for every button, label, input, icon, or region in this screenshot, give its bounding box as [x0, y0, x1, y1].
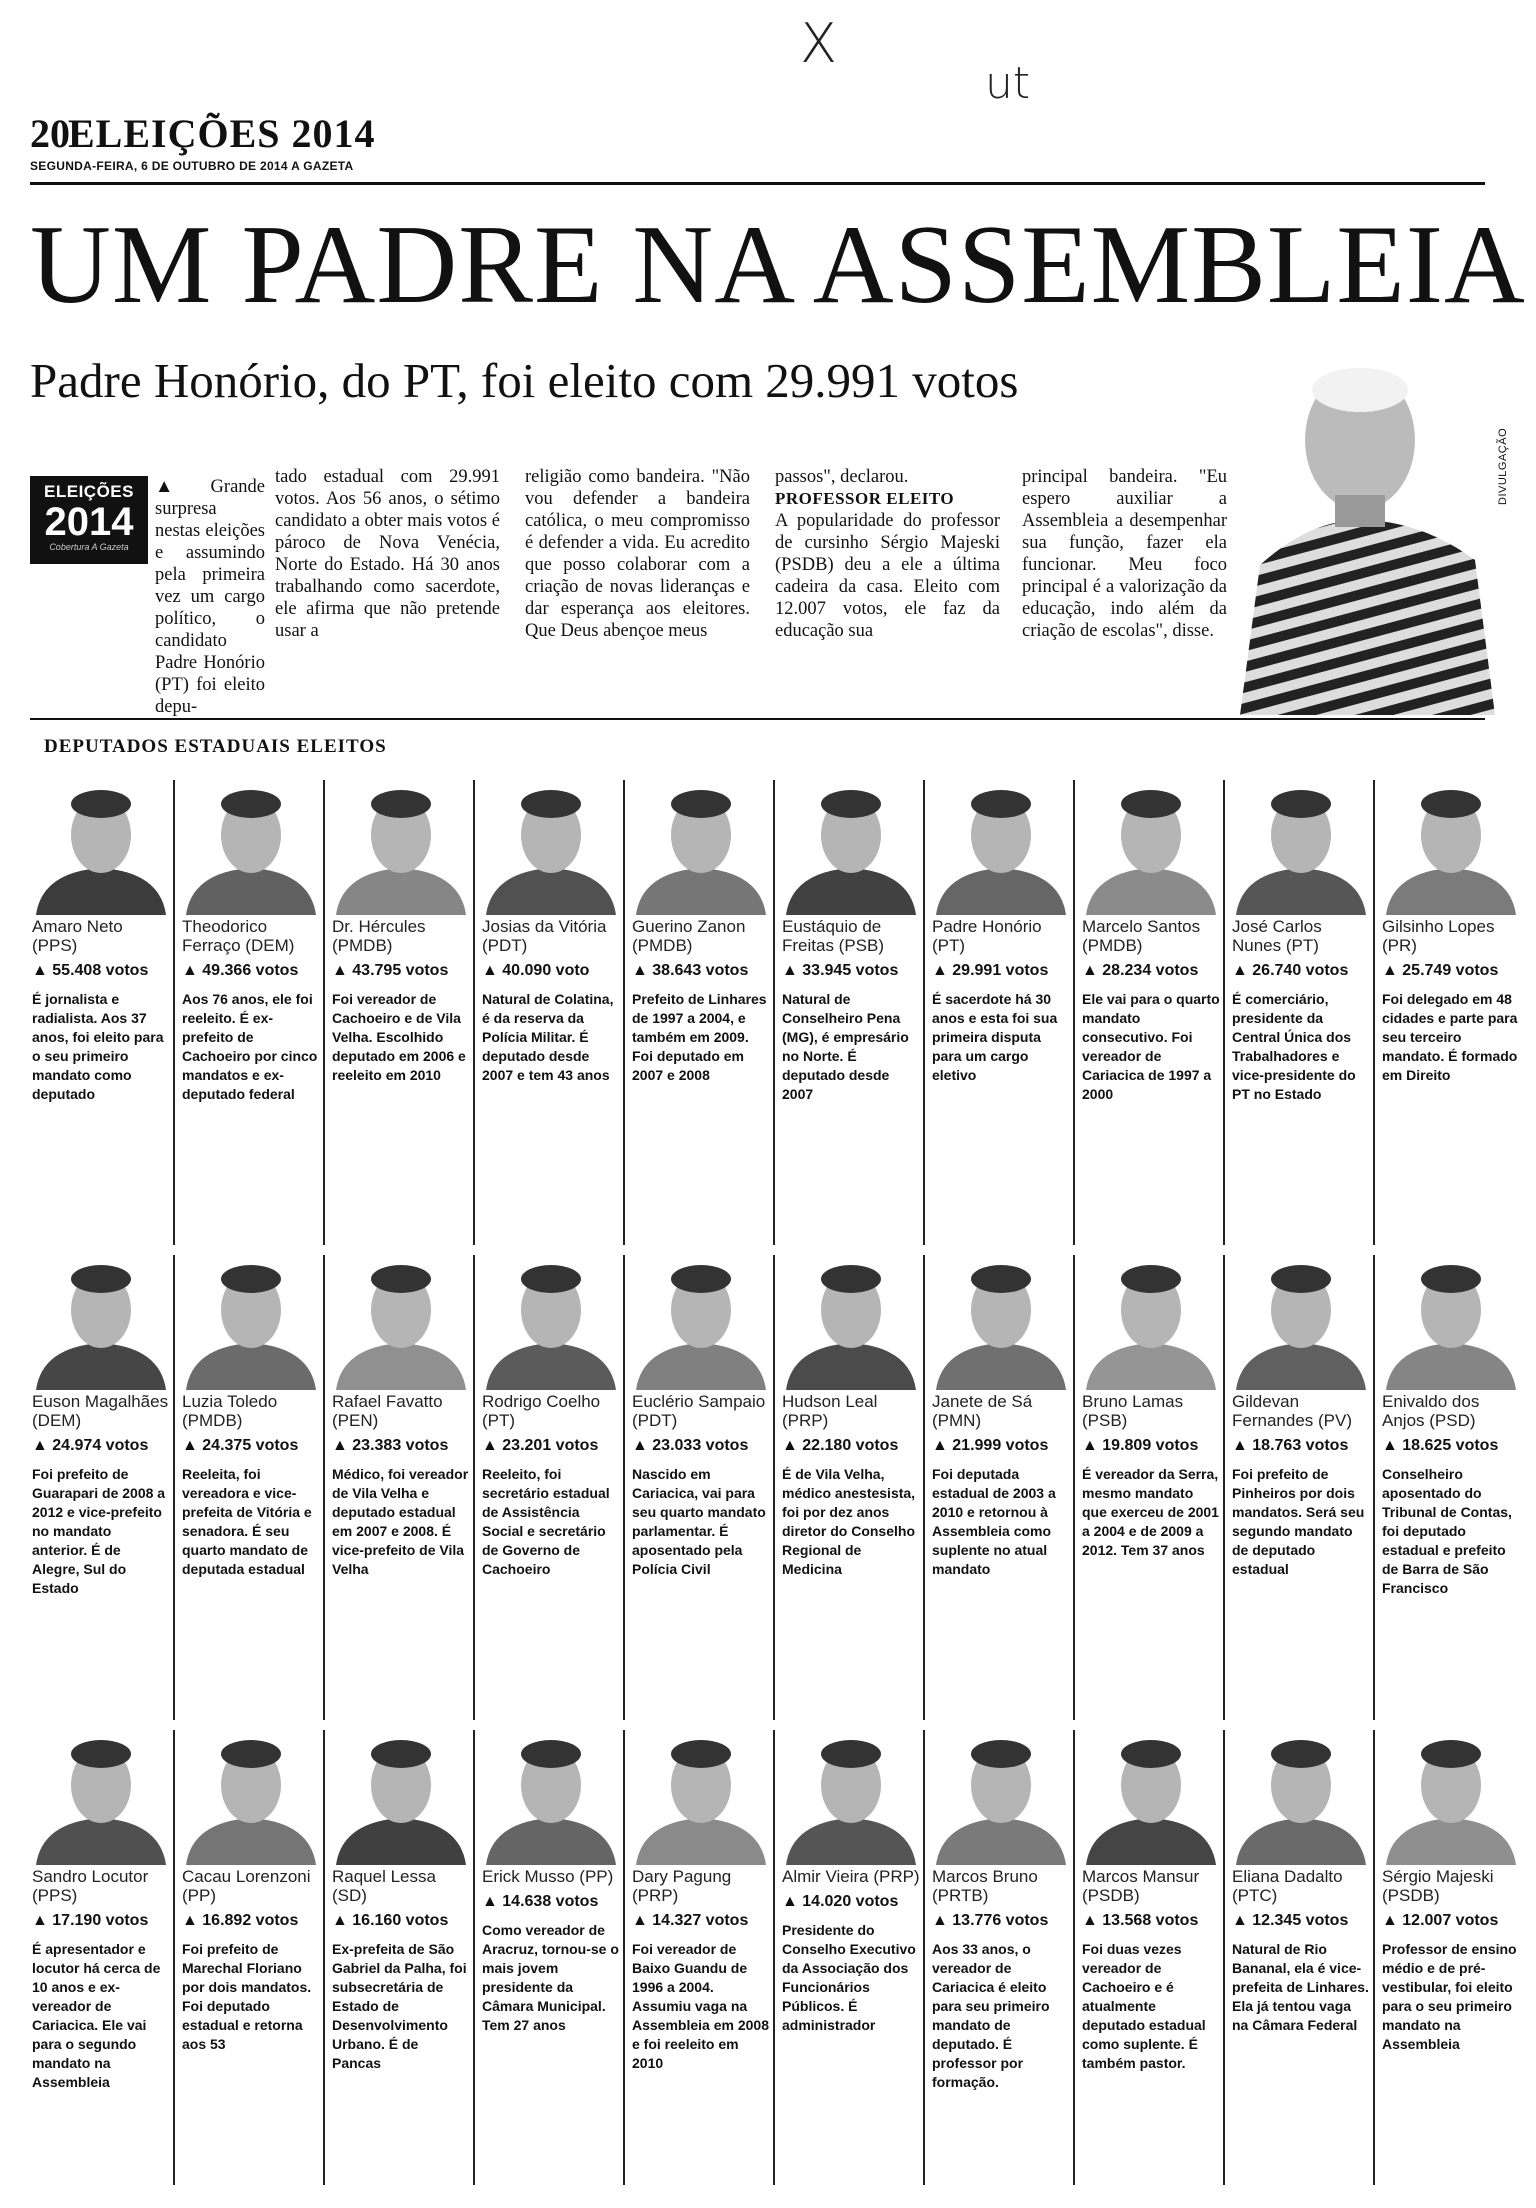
deputy-votes: ▲ 23.383 votos: [332, 1437, 449, 1454]
deputy-bio: Natural de Colatina, é da reserva da Polícia Militar. É deputado desde 2007 e tem 43 anos: [482, 991, 614, 1083]
column-divider: [173, 780, 175, 1245]
deputy-votes: ▲ 16.160 votos: [332, 1912, 449, 1929]
deputy-bio: Reeleito, foi secretário estadual de Assistência Social e secretário de Governo de Cachoeiro: [482, 1466, 610, 1577]
deputy-portrait: [482, 1730, 620, 1865]
deputy-votes: ▲ 55.408 votos: [32, 962, 149, 979]
deputy-name: Guerino Zanon (PMDB): [632, 917, 746, 955]
deputy-portrait: [782, 1730, 920, 1865]
deputy-name: Marcos Mansur (PSDB): [1082, 1867, 1200, 1905]
deputy-portrait: [782, 1255, 920, 1390]
deputy-card: [632, 1730, 770, 2073]
deputy-card: [782, 1255, 920, 1579]
logo-tag: Cobertura A Gazeta: [49, 542, 129, 552]
column-divider: [1373, 780, 1375, 1245]
deputy-name: Rodrigo Coelho (PT): [482, 1392, 601, 1430]
deputy-portrait: [32, 780, 170, 915]
deputy-portrait: [332, 780, 470, 915]
column-divider: [473, 1255, 475, 1720]
deputy-votes: ▲ 23.033 votos: [632, 1437, 749, 1454]
column-divider: [923, 1255, 925, 1720]
deputy-card: [1382, 780, 1520, 1085]
deputy-name: Theodorico Ferraço (DEM): [182, 917, 295, 955]
deputy-portrait: [482, 780, 620, 915]
deputy-votes: ▲ 21.999 votos: [932, 1437, 1049, 1454]
deputy-bio: Como vereador de Aracruz, tornou-se o mais jovem presidente da Câmara Municipal. Tem 27 anos: [482, 1922, 619, 2033]
deputy-votes: ▲ 29.991 votos: [932, 962, 1049, 979]
elected-deputies-grid: [30, 780, 1518, 2200]
headline: UM PADRE NA ASSEMBLEIA: [30, 203, 1526, 327]
deputy-bio: É comerciário, presidente da Central Única dos Trabalhadores e vice-presidente do PT no Estado: [1232, 991, 1356, 1102]
deputy-name: Erick Musso (PP): [482, 1867, 614, 1886]
deputy-votes: ▲ 19.809 votos: [1082, 1437, 1199, 1454]
deputy-bio: É apresentador e locutor há cerca de 10 anos e ex-vereador de Cariacica. Ele vai para o segundo mandato na Assembleia: [32, 1941, 161, 2090]
deputy-bio: Aos 76 anos, ele foi reeleito. É ex-prefeito de Cachoeiro por cinco mandatos e ex-deputado federal: [182, 991, 318, 1102]
deputy-votes: ▲ 24.974 votos: [32, 1437, 149, 1454]
lead-article: [30, 466, 1250, 717]
deputy-portrait: [182, 1730, 320, 1865]
deputy-portrait: [632, 1730, 770, 1865]
deputy-bio: Foi duas vezes vereador de Cachoeiro e é atualmente deputado estadual como suplente. É também pastor.: [1082, 1941, 1206, 2071]
column-divider: [1073, 1255, 1075, 1720]
deputy-bio: É vereador da Serra, mesmo mandato que exerceu de 2001 a 2004 e de 2009 a 2012. Tem 37 anos: [1082, 1466, 1219, 1558]
deputy-votes: ▲ 22.180 votos: [782, 1437, 899, 1454]
deputy-votes: ▲ 14.327 votos: [632, 1912, 749, 1929]
column-divider: [923, 780, 925, 1245]
deputy-name: Hudson Leal (PRP): [782, 1392, 878, 1430]
column-divider: [623, 1730, 625, 2185]
deputy-bio: Foi prefeito de Marechal Floriano por dois mandatos. Foi deputado estadual e retorna aos 53: [182, 1941, 312, 2052]
deputy-card: [482, 1730, 620, 2035]
column-divider: [1073, 780, 1075, 1245]
column-divider: [623, 1255, 625, 1720]
lead-col-1: ▲ Grande surpresa nestas eleições e assumindo pela primeira vez um cargo político, o candidato Padre Honório (PT) foi eleito depu-: [155, 477, 265, 717]
deputy-votes: ▲ 13.776 votos: [932, 1912, 1049, 1929]
deputy-card: [932, 1255, 1070, 1579]
deputy-votes: ▲ 14.020 votos: [782, 1893, 899, 1910]
deputy-bio: Prefeito de Linhares de 1997 a 2004, e também em 2009. Foi deputado em 2007 e 2008: [632, 991, 767, 1083]
deputy-portrait: [32, 1730, 170, 1865]
deputy-bio: Ex-prefeita de São Gabriel da Palha, foi subsecretária de Estado de Desenvolvimento Urbano. É de Pancas: [332, 1941, 467, 2071]
deputy-name: Eustáquio de Freitas (PSB): [782, 917, 885, 955]
deputy-votes: ▲ 49.366 votos: [182, 962, 299, 979]
lead-col-4: [775, 466, 1000, 642]
section-rule: [30, 718, 1485, 720]
deputy-name: Amaro Neto (PPS): [32, 917, 123, 955]
section-label: DEPUTADOS ESTADUAIS ELEITOS: [44, 736, 387, 757]
deputy-votes: ▲ 33.945 votos: [782, 962, 899, 979]
deputy-name: Dr. Hércules (PMDB): [332, 917, 426, 955]
deputy-portrait: [632, 1255, 770, 1390]
deputy-portrait: [1382, 780, 1520, 915]
deputy-votes: ▲ 16.892 votos: [182, 1912, 299, 1929]
lead-col-3: religião como bandeira. "Não vou defender a bandeira católica, o meu compromisso é defender a vida. Eu acredito que posso colaborar com a criação de novas lideranças e dar esperança aos eleitores. Que Deus abençoe meus: [525, 467, 750, 641]
deputy-card: [782, 1730, 920, 2035]
deputy-portrait: [1382, 1730, 1520, 1865]
deputy-bio: Natural de Conselheiro Pena (MG), é empresário no Norte. É deputado desde 2007: [782, 991, 909, 1102]
column-divider: [173, 1255, 175, 1720]
deputy-card: [1232, 1255, 1370, 1579]
handwritten-x-mark: X: [800, 12, 837, 75]
deputy-bio: Foi deputada estadual de 2003 a 2010 e retornou à Assembleia como suplente no atual mandato: [932, 1466, 1056, 1577]
lead-col-4-text: passos", declarou.: [775, 467, 909, 487]
deputy-bio: Natural de Rio Bananal, ela é vice-prefeita de Linhares. Ela já tentou vaga na Câmara Federal: [1232, 1941, 1369, 2033]
deputy-votes: ▲ 23.201 votos: [482, 1437, 599, 1454]
deputy-portrait: [332, 1730, 470, 1865]
padre-honorio-photo: [1230, 355, 1500, 715]
deputy-bio: Reeleita, foi vereadora e vice-prefeita de Vitória e senadora. É seu quarto mandato de deputada estadual: [182, 1466, 312, 1577]
deputy-portrait: [1232, 1730, 1370, 1865]
section-title: ELEIÇÕES 2014: [68, 111, 376, 156]
deputy-name: Euson Magalhães (DEM): [32, 1392, 169, 1430]
deputy-card: [782, 780, 920, 1104]
lead-col-5: principal bandeira. "Eu espero auxiliar a Assembleia a desempenhar sua função, fazer ela funcionar. Meu foco principal é a valorização da educação, indo além da criação de escolas", disse.: [1022, 467, 1227, 641]
deputy-card: [632, 1255, 770, 1579]
deputy-votes: ▲ 18.763 votos: [1232, 1437, 1349, 1454]
deputy-votes: ▲ 38.643 votos: [632, 962, 749, 979]
deputy-card: [32, 780, 170, 1104]
deputy-votes: ▲ 17.190 votos: [32, 1912, 149, 1929]
deputy-votes: ▲ 12.345 votos: [1232, 1912, 1349, 1929]
deputy-name: Cacau Lorenzoni (PP): [182, 1867, 311, 1905]
deputy-votes: ▲ 13.568 votos: [1082, 1912, 1199, 1929]
deputy-card: [1382, 1255, 1520, 1598]
deputy-votes: ▲ 28.234 votos: [1082, 962, 1199, 979]
deputy-name: Luzia Toledo (PMDB): [182, 1392, 278, 1430]
deputy-card: [932, 1730, 1070, 2092]
deputy-card: [1382, 1730, 1520, 2054]
deputy-bio: É jornalista e radialista. Aos 37 anos, foi eleito para o seu primeiro mandato como deputado: [32, 991, 164, 1102]
column-divider: [923, 1730, 925, 2185]
photo-credit: DIVULGAÇÃO: [1497, 427, 1509, 505]
deputy-portrait: [482, 1255, 620, 1390]
deputy-bio: Nascido em Cariacica, vai para seu quarto mandato parlamentar. É aposentado pela Polícia Civil: [632, 1466, 766, 1577]
deputy-votes: ▲ 25.749 votos: [1382, 962, 1499, 979]
deputy-card: [482, 780, 620, 1085]
deputy-name: Sérgio Majeski (PSDB): [1382, 1867, 1494, 1905]
deputy-card: [182, 1255, 320, 1579]
elections-2014-logo: [30, 476, 148, 564]
column-divider: [323, 1730, 325, 2185]
deputy-bio: Ele vai para o quarto mandato consecutivo. Foi vereador de Cariacica de 1997 a 2000: [1082, 991, 1220, 1102]
handwritten-ut-mark: ut: [985, 58, 1031, 109]
deputy-votes: ▲ 43.795 votos: [332, 962, 449, 979]
deputy-card: [632, 780, 770, 1085]
deputy-portrait: [932, 1730, 1070, 1865]
deputy-bio: Professor de ensino médio e de pré-vestibular, foi eleito para o seu primeiro mandato na Assembleia: [1382, 1941, 1517, 2052]
deputy-votes: ▲ 18.625 votos: [1382, 1437, 1499, 1454]
header-rule: [30, 182, 1485, 185]
subheadline: Padre Honório, do PT, foi eleito com 29.991 votos: [30, 353, 1019, 408]
deputy-name: Padre Honório (PT): [932, 917, 1042, 955]
deputy-bio: É de Vila Velha, médico anestesista, foi por dez anos diretor do Conselho Regional de Medicina: [782, 1466, 916, 1577]
logo-year: 2014: [44, 500, 134, 544]
lead-col-2: tado estadual com 29.991 votos. Aos 56 anos, o sétimo candidato a obter mais votos é pároco de Nova Venécia, Norte do Estado. Há 30 anos trabalhando como sacerdote, ele afirma que não pretende usar a: [275, 467, 500, 641]
lead-subtitle: PROFESSOR ELEITO: [775, 489, 955, 508]
deputy-portrait: [782, 780, 920, 915]
column-divider: [773, 780, 775, 1245]
deputy-bio: Foi prefeito de Guarapari de 2008 a 2012 e vice-prefeito no mandato anterior. É de Alegre, Sul do Estado: [32, 1466, 166, 1596]
column-divider: [1373, 1255, 1375, 1720]
page-header: [30, 110, 1490, 173]
column-divider: [1223, 1730, 1225, 2185]
deputy-card: [332, 780, 470, 1085]
deputy-name: Bruno Lamas (PSB): [1082, 1392, 1184, 1430]
deputy-name: Almir Vieira (PRP): [782, 1867, 920, 1886]
deputy-card: [1232, 1730, 1370, 2035]
deputy-name: Enivaldo dos Anjos (PSD): [1382, 1392, 1480, 1430]
deputy-votes: ▲ 40.090 voto: [482, 962, 590, 979]
deputy-votes: ▲ 24.375 votos: [182, 1437, 299, 1454]
deputy-card: [32, 1255, 170, 1598]
deputy-card: [1232, 780, 1370, 1104]
deputy-card: [1082, 1730, 1220, 2073]
column-divider: [1223, 780, 1225, 1245]
deputy-portrait: [932, 1255, 1070, 1390]
column-divider: [1073, 1730, 1075, 2185]
deputy-portrait: [632, 780, 770, 915]
deputy-card: [182, 1730, 320, 2054]
deputy-name: Janete de Sá (PMN): [932, 1392, 1033, 1430]
column-divider: [473, 1730, 475, 2185]
deputy-portrait: [332, 1255, 470, 1390]
column-divider: [1223, 1255, 1225, 1720]
deputy-bio: Aos 33 anos, o vereador de Cariacica é eleito para seu primeiro mandato de deputado. É professor por formação.: [932, 1941, 1050, 2090]
deputy-name: Euclério Sampaio (PDT): [632, 1392, 766, 1430]
deputy-bio: Presidente do Conselho Executivo da Associação dos Funcionários Públicos. É administrador: [782, 1922, 916, 2033]
logo-top-text: ELEIÇÕES: [44, 482, 134, 501]
deputy-card: [932, 780, 1070, 1085]
deputy-portrait: [1082, 780, 1220, 915]
deputy-name: Gilsinho Lopes (PR): [1382, 917, 1495, 955]
deputy-portrait: [1232, 780, 1370, 915]
deputy-votes: ▲ 12.007 votos: [1382, 1912, 1499, 1929]
column-divider: [473, 780, 475, 1245]
deputy-portrait: [1082, 1255, 1220, 1390]
deputy-card: [182, 780, 320, 1104]
deputy-card: [482, 1255, 620, 1579]
column-divider: [623, 780, 625, 1245]
deputy-portrait: [1082, 1730, 1220, 1865]
column-divider: [323, 780, 325, 1245]
deputy-portrait: [932, 780, 1070, 915]
deputy-portrait: [182, 1255, 320, 1390]
deputy-card: [1082, 780, 1220, 1104]
deputy-bio: Foi prefeito de Pinheiros por dois mandatos. Será seu segundo mandato de deputado estadual: [1232, 1466, 1365, 1577]
deputy-card: [32, 1730, 170, 2092]
deputy-name: Josias da Vitória (PDT): [482, 917, 607, 955]
deputy-name: Rafael Favatto (PEN): [332, 1392, 443, 1430]
deputy-name: Sandro Locutor (PPS): [32, 1867, 149, 1905]
deputy-card: [332, 1730, 470, 2073]
deputy-name: José Carlos Nunes (PT): [1232, 917, 1322, 955]
deputy-portrait: [1382, 1255, 1520, 1390]
deputy-name: Gildevan Fernandes (PV): [1232, 1392, 1352, 1430]
deputy-votes: ▲ 14.638 votos: [482, 1893, 599, 1910]
page-number: 20: [30, 111, 70, 156]
deputy-votes: ▲ 26.740 votos: [1232, 962, 1349, 979]
column-divider: [323, 1255, 325, 1720]
deputy-name: Raquel Lessa (SD): [332, 1867, 436, 1905]
deputy-name: Dary Pagung (PRP): [632, 1867, 732, 1905]
deputy-portrait: [182, 780, 320, 915]
lead-col-4-rest: A popularidade do professor de cursinho Sérgio Majeski (PSDB) deu a ele a última cadeira da casa. Eleito com 12.007 votos, ele faz da educação sua: [775, 511, 1000, 641]
deputy-portrait: [1232, 1255, 1370, 1390]
deputy-name: Eliana Dadalto (PTC): [1232, 1867, 1343, 1905]
deputy-bio: Foi delegado em 48 cidades e parte para seu terceiro mandato. É formado em Direito: [1382, 991, 1518, 1083]
column-divider: [1373, 1730, 1375, 2185]
deputy-name: Marcelo Santos (PMDB): [1082, 917, 1201, 955]
deputy-bio: É sacerdote há 30 anos e esta foi sua primeira disputa para um cargo eletivo: [932, 991, 1058, 1083]
column-divider: [173, 1730, 175, 2185]
column-divider: [773, 1730, 775, 2185]
deputy-bio: Conselheiro aposentado do Tribunal de Contas, foi deputado estadual e prefeito de Barra de São Francisco: [1382, 1466, 1512, 1596]
column-divider: [773, 1255, 775, 1720]
deputy-card: [332, 1255, 470, 1579]
dateline: SEGUNDA-FEIRA, 6 DE OUTUBRO DE 2014 A GAZETA: [30, 159, 354, 173]
deputy-card: [1082, 1255, 1220, 1560]
deputy-portrait: [32, 1255, 170, 1390]
deputy-bio: Médico, foi vereador de Vila Velha e deputado estadual em 2007 e 2008. É vice-prefeito de Vila Velha: [332, 1466, 469, 1577]
deputy-bio: Foi vereador de Cachoeiro e de Vila Velha. Escolhido deputado em 2006 e reeleito em 2010: [332, 991, 466, 1083]
deputy-bio: Foi vereador de Baixo Guandu de 1996 a 2004. Assumiu vaga na Assembleia em 2008 e foi reeleito em 2010: [632, 1941, 769, 2071]
deputy-name: Marcos Bruno (PRTB): [932, 1867, 1038, 1905]
